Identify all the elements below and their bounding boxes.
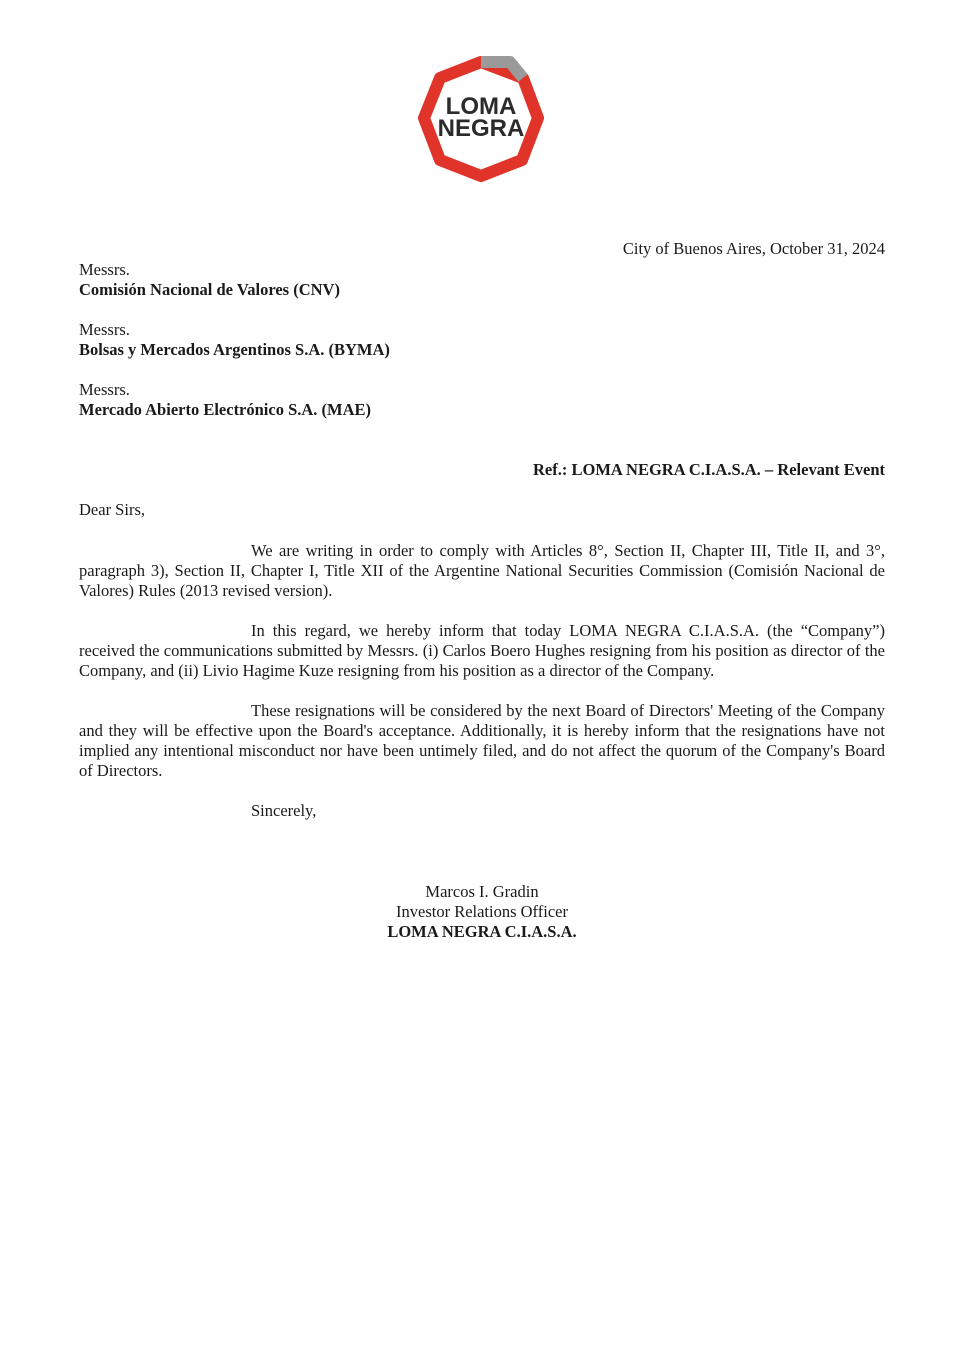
addressee-mae — [79, 380, 885, 420]
body-paragraph-3: These resignations will be considered by the next Board of Directors' Meeting of the Company and they will be effective upon the Board's acceptance. Additionally, it is hereby inform that the resignations have not implied any intentional misconduct nor have been untimely filed, and do not affect the quorum of the Company's Board of Directors. — [79, 701, 885, 780]
logo-line2: NEGRA — [437, 115, 525, 142]
body-paragraph-1: We are writing in order to comply with Articles 8°, Section II, Chapter III, Title II, and 3°, paragraph 3), Section II, Chapter I, Title XII of the Argentine National Securities Commission (Comisión Nacional de Valores) Rules (2013 revised version). — [79, 541, 885, 600]
signature-block — [79, 882, 885, 942]
logo-line1: LOMA — [445, 93, 517, 120]
reference-line: Ref.: LOMA NEGRA C.I.A.S.A. – Relevant Event — [533, 460, 885, 479]
addressee-name: Bolsas y Mercados Argentinos S.A. (BYMA) — [79, 340, 390, 359]
loma-negra-logo — [418, 56, 544, 182]
addressee-salutation: Messrs. — [79, 320, 130, 339]
addressee-cnv — [79, 260, 885, 300]
body-paragraph-2: In this regard, we hereby inform that today LOMA NEGRA C.I.A.S.A. (the “Company”) received the communications submitted by Messrs. (i) Carlos Boero Hughes resigning from his position as director of the Company, and (ii) Livio Hagime Kuze resigning from his position as a director of the Company. — [79, 621, 885, 680]
letter-date: City of Buenos Aires, October 31, 2024 — [622, 239, 885, 258]
greeting: Dear Sirs, — [79, 500, 145, 519]
addressee-salutation: Messrs. — [79, 260, 130, 279]
signatory-name: Marcos I. Gradin — [425, 882, 539, 901]
addressee-name: Comisión Nacional de Valores (CNV) — [79, 280, 340, 299]
signatory-company: LOMA NEGRA C.I.A.S.A. — [387, 922, 577, 941]
signatory-title: Investor Relations Officer — [396, 902, 568, 921]
addressee-byma — [79, 320, 885, 360]
addressee-salutation: Messrs. — [79, 380, 130, 399]
addressee-name: Mercado Abierto Electrónico S.A. (MAE) — [79, 400, 372, 419]
closing: Sincerely, — [251, 801, 317, 820]
